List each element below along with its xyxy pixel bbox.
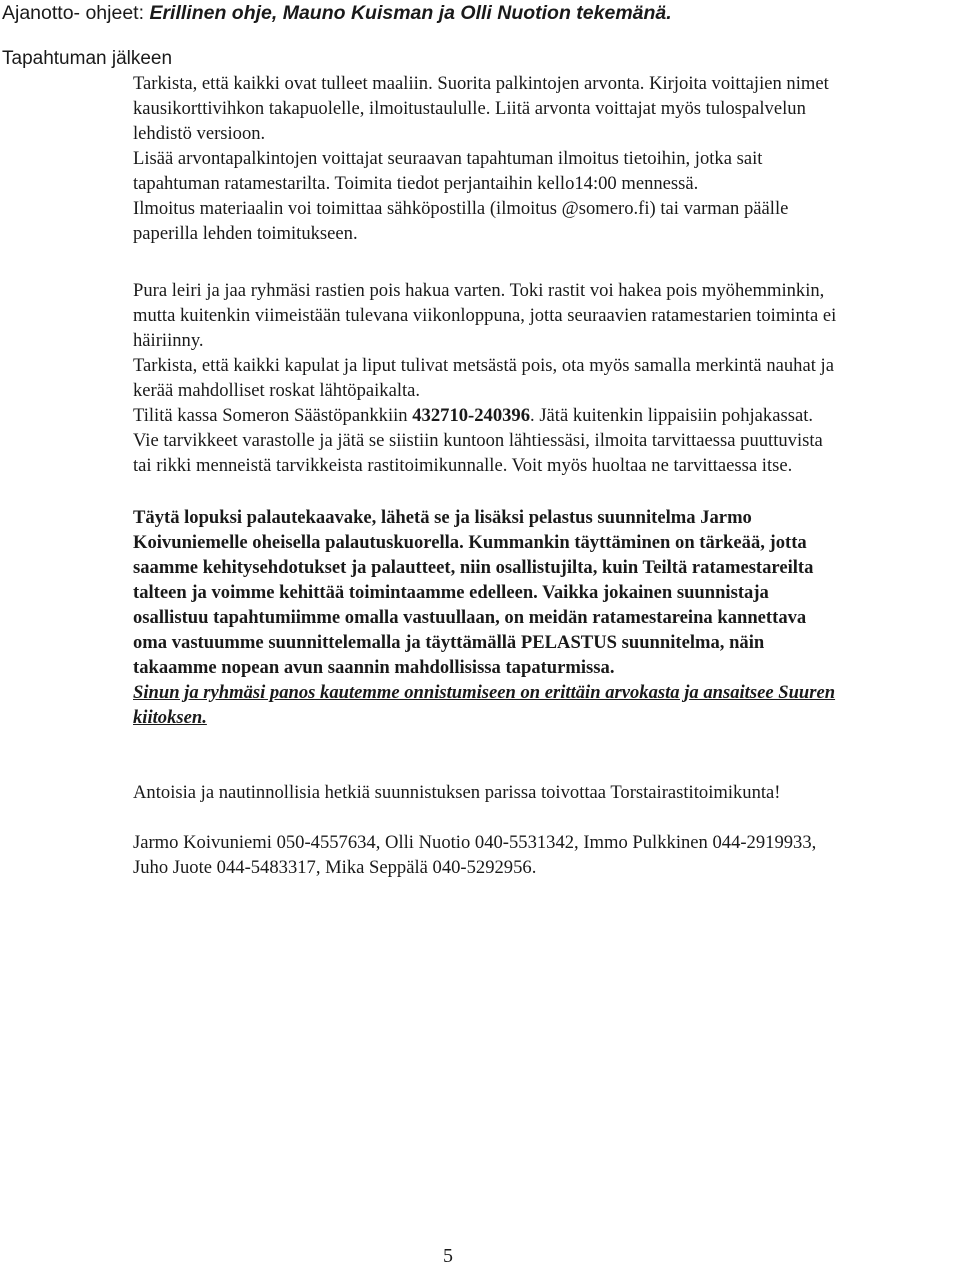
text-line: kerää mahdolliset roskat lähtöpaikalta. <box>133 380 421 401</box>
closing-greeting: Antoisia ja nautinnollisia hetkiä suunnistuksen parissa toivottaa Torstairastitoimikunta! <box>133 782 781 803</box>
text-line: mutta kuitenkin viimeistään tulevana viikonloppuna, jotta seuraavien ratamestarien toiminta ei <box>133 305 837 326</box>
text-line: Lisää arvontapalkintojen voittajat seuraavan tapahtuman ilmoitus tietoihin, jotka sait <box>133 148 763 169</box>
page-number: 5 <box>443 1245 453 1267</box>
bank-line-after: . Jätä kuitenkin lippaisiin pohjakassat. <box>530 405 814 426</box>
emphasis-line: Sinun ja ryhmäsi panos kautemme onnistumiseen on erittäin arvokasta ja ansaitsee Suuren <box>133 682 836 703</box>
text-line: Vie tarvikkeet varastolle ja jätä se siistiin kuntoon lähtiessäsi, ilmoita tarvittaessa puuttuvista <box>133 430 823 451</box>
text-line: kausikorttivihkon takapuolelle, ilmoitustaululle. Liitä arvonta voittajat myös tulospalvelun <box>133 98 806 119</box>
text-line: paperilla lehden toimitukseen. <box>133 223 358 244</box>
text-line: Tarkista, että kaikki ovat tulleet maaliin. Suorita palkintojen arvonta. Kirjoita voittajien nimet <box>133 73 829 94</box>
section-title: Tapahtuman jälkeen <box>2 48 173 69</box>
title-italic: Erillinen ohje, Mauno Kuisman ja Olli Nuotion tekemänä. <box>149 2 672 24</box>
text-line: Tarkista, että kaikki kapulat ja liput tulivat metsästä pois, ota myös samalla merkintä nauhat ja <box>133 355 834 376</box>
bold-line: talteen ja voimme kehittää toimintaamme edelleen. Vaikka jokainen suunnistaja <box>133 582 769 603</box>
text-line: Pura leiri ja jaa ryhmäsi rastien pois hakua varten. Toki rastit voi hakea pois myöhemminkin, <box>133 280 825 301</box>
bold-line: osallistuu tapahtumiimme omalla vastuullaan, on meidän ratamestareina kannettava <box>133 607 807 628</box>
bold-line: oma vastuumme suunnittelemalla ja täyttämällä PELASTUS suunnitelma, näin <box>133 632 765 653</box>
bold-line: saamme kehitysehdotukset ja palautteet, niin osallistujilta, kuin Teiltä ratamestareilta <box>133 557 814 578</box>
bold-line: takaamme nopean avun saannin mahdollisissa tapaturmissa. <box>133 657 615 678</box>
text-line: häiriinny. <box>133 330 204 351</box>
contact-line: Juho Juote 044-5483317, Mika Seppälä 040-5292956. <box>133 857 537 878</box>
document-title <box>2 0 672 26</box>
emphasis-line: kiitoksen. <box>133 707 207 728</box>
bank-line-before: Tilitä kassa Someron Säästöpankkiin <box>133 405 413 426</box>
text-line: tapahtuman ratamestarilta. Toimita tiedot perjantaihin kello14:00 mennessä. <box>133 173 699 194</box>
bold-line: Koivuniemelle oheisella palautuskuorella. Kummankin täyttäminen on tärkeää, jotta <box>133 532 807 553</box>
bank-account-number: 432710-240396 <box>412 405 531 426</box>
bold-line: Täytä lopuksi palautekaavake, lähetä se ja lisäksi pelastus suunnitelma Jarmo <box>133 507 752 528</box>
bank-line <box>133 404 813 428</box>
text-line: lehdistö versioon. <box>133 123 266 144</box>
contact-line: Jarmo Koivuniemi 050-4557634, Olli Nuotio 040-5531342, Immo Pulkkinen 044-2919933, <box>133 832 817 853</box>
title-prefix: Ajanotto- ohjeet: <box>2 2 150 24</box>
text-line: Ilmoitus materiaalin voi toimittaa sähköpostilla (ilmoitus @somero.fi) tai varman päälle <box>133 198 789 219</box>
text-line: tai rikki menneistä tarvikkeista rastitoimikunnalle. Voit myös huoltaa ne tarvittaessa itse. <box>133 455 793 476</box>
